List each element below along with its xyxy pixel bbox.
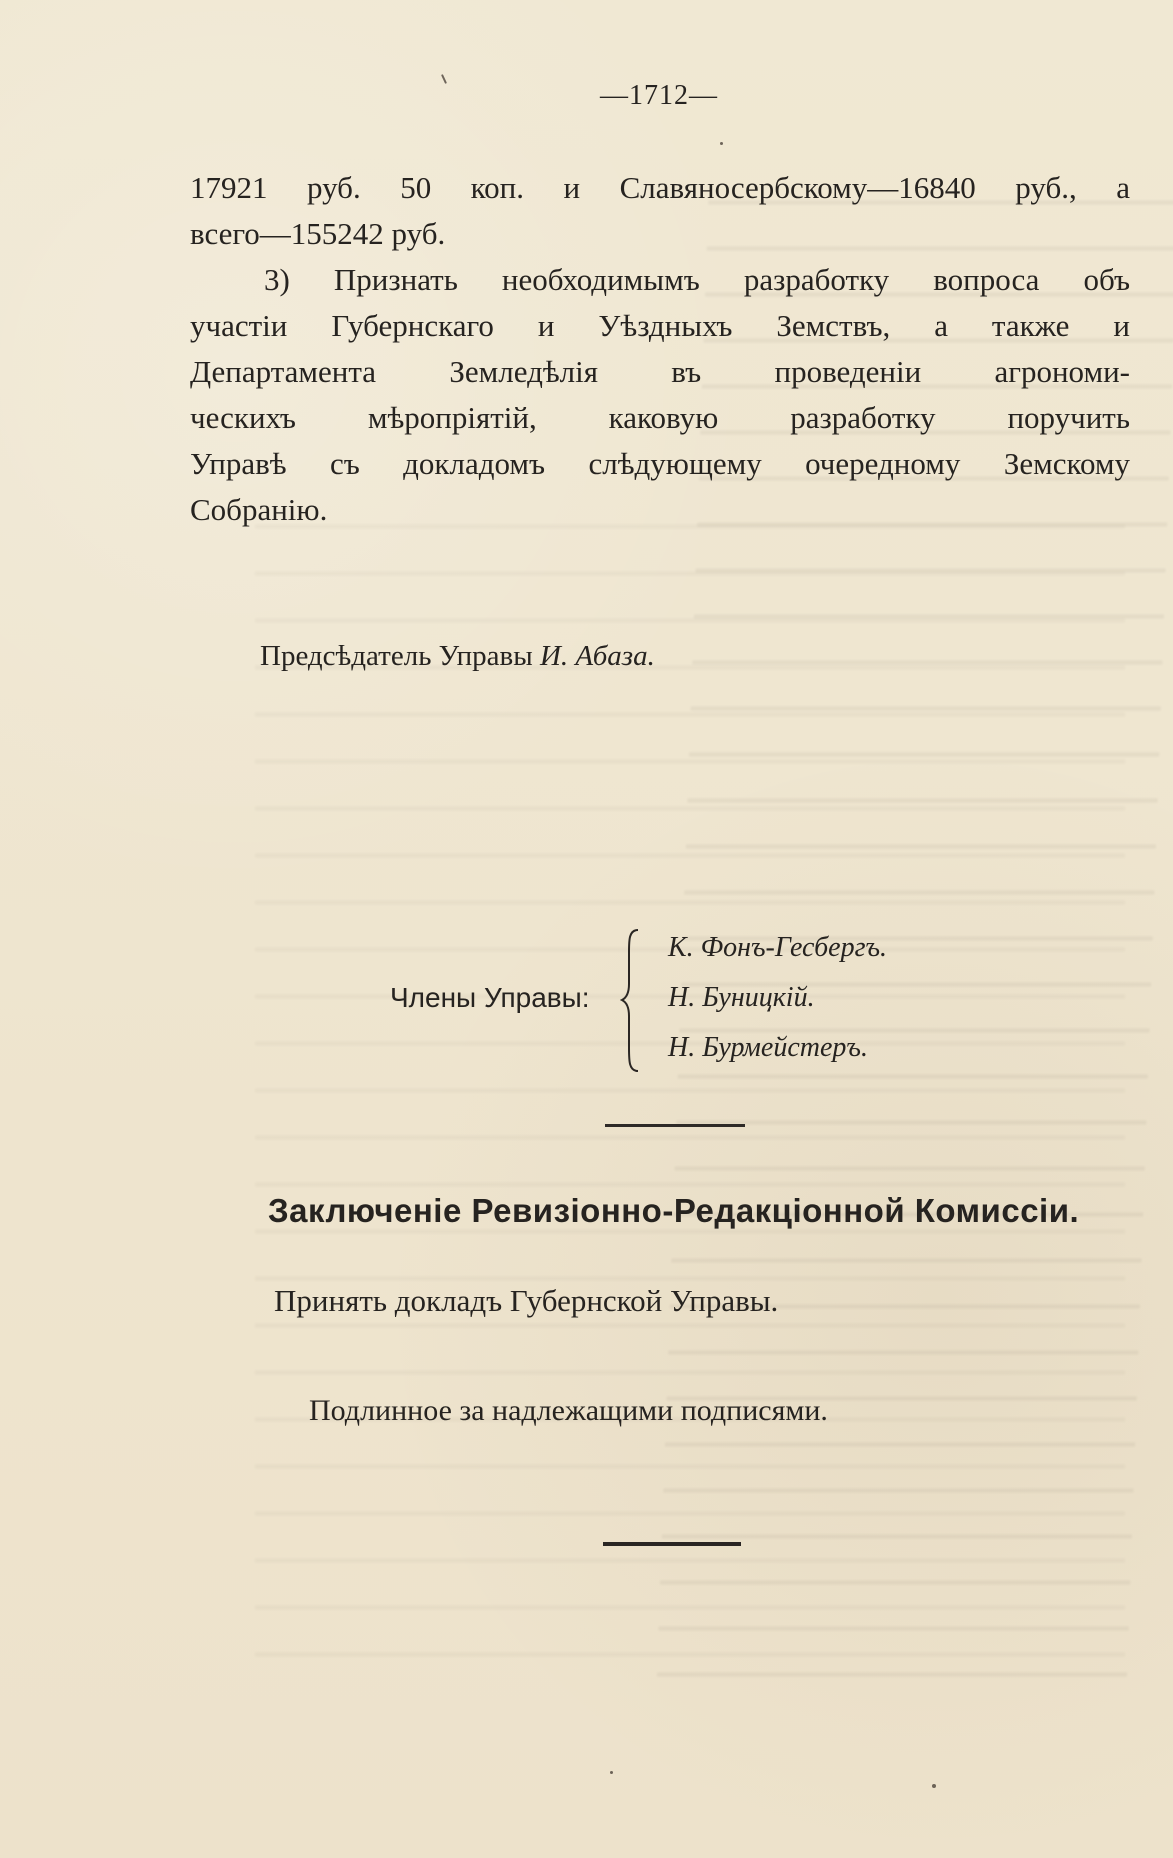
bleedthrough-texture-secondary — [255, 500, 1125, 1680]
body-line-4: участiи Губернскаго и Уѣздныхъ Земствъ, а также и — [190, 308, 1130, 343]
body-line-7: Управѣ съ докладомъ слѣдующему очередному Земскому — [190, 446, 1130, 481]
paper-mark — [441, 74, 447, 84]
body-line-8: Собранiю. — [190, 492, 328, 527]
member-name-2: Н. Буницкiй. — [668, 982, 815, 1013]
body-line-3: 3) Признать необходимымъ разработку вопроса объ — [264, 262, 1130, 297]
paper-speck — [932, 1784, 936, 1788]
commission-decision: Принять докладъ Губернской Управы. — [274, 1283, 779, 1318]
chairman-title: Предсѣдатель Управы — [260, 640, 533, 672]
members-label: Члены Управы: — [390, 982, 590, 1013]
member-name-1: К. Фонъ-Гесбергъ. — [668, 932, 888, 963]
body-line-5: Департамента Земледѣлія въ проведенiи агрономи- — [190, 354, 1130, 389]
body-line-2: всего—155242 руб. — [190, 216, 446, 251]
body-line-6: ческихъ мѣропріятій, каковую разработку поручить — [190, 400, 1130, 435]
section-divider-large — [603, 1542, 741, 1546]
section-divider-small — [605, 1124, 745, 1127]
body-line-1: 17921 руб. 50 коп. и Славяносербскому—16840 руб., а — [190, 170, 1130, 205]
paper-speck — [610, 1771, 613, 1774]
paper-speck — [720, 142, 723, 145]
chairman-signature — [260, 640, 655, 673]
certification-line: Подлинное за надлежащими подписями. — [309, 1394, 828, 1427]
page-number: —1712— — [600, 80, 718, 111]
members-brace — [620, 928, 644, 1073]
chairman-name: И. Абаза. — [539, 640, 655, 672]
commission-heading: Заключенiе Ревизiонно-Редакцiонной Комиссiи. — [268, 1192, 1080, 1229]
member-name-3: Н. Бурмейстеръ. — [668, 1032, 868, 1063]
